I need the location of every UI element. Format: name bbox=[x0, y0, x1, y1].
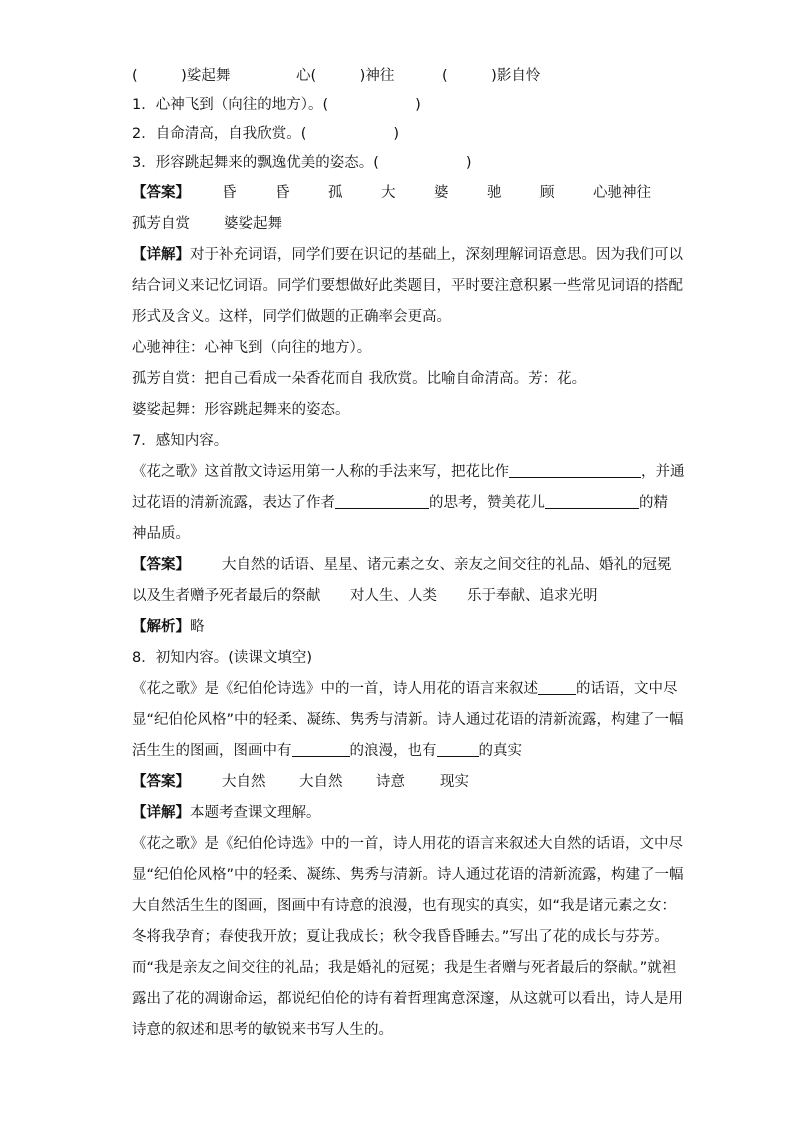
idiom-blank-1: ( )娑起舞 bbox=[132, 68, 231, 84]
explanation-line: 心驰神往：心神飞到（向往的地方）。 bbox=[132, 340, 372, 356]
q8-text: 的真实 bbox=[478, 743, 522, 759]
fill-blank bbox=[545, 490, 639, 509]
q8-detail-line: 《花之歌》是《纪伯伦诗选》中的一首，诗人用花的语言来叙述大自然的话语，文中尽 bbox=[132, 836, 683, 852]
q7-text: 的精 bbox=[639, 495, 668, 511]
q8-text: 活生生的图画，图画中有 bbox=[132, 743, 292, 759]
answer-label: 【答案】 bbox=[132, 185, 190, 201]
q8-text: 的浪漫，也有 bbox=[349, 743, 437, 759]
q8-detail-intro bbox=[132, 798, 667, 829]
q8-detail-line: 露出了花的凋谢命运，都说纪伯伦的诗有着哲理寓意深邃，从这就可以看出，诗人是用 bbox=[132, 991, 683, 1007]
document-page bbox=[132, 62, 685, 1046]
q8-line bbox=[132, 674, 678, 705]
answer-text: 以及生者赠予死者最后的祭献 bbox=[132, 588, 321, 604]
answer-word: 大自然 bbox=[299, 774, 343, 790]
answer-word: 昏 bbox=[222, 185, 237, 201]
answer-word: 孤芳自赏 bbox=[132, 216, 190, 232]
q8-detail-line: 显“纪伯伦风格”中的轻柔、凝练、隽秀与清新。诗人通过花语的清新流露，构建了一幅 bbox=[132, 867, 684, 883]
q8-line bbox=[132, 736, 667, 767]
analysis-label: 【解析】 bbox=[132, 619, 190, 635]
q8-detail-line: 而“我是亲友之间交往的礼品；我是婚礼的冠冕；我是生者赠与死者最后的祭献。”就袒 bbox=[132, 960, 677, 976]
detail-label: 【详解】 bbox=[132, 805, 190, 821]
idiom-fill-row bbox=[132, 62, 667, 91]
idiom-blank-3: ( )影自怜 bbox=[442, 68, 541, 84]
answer-text: 对人生、人类 bbox=[350, 588, 437, 604]
answer-label: 【答案】 bbox=[132, 557, 190, 573]
answer-text: 大自然的话语、星星、诸元素之女、亲友之间交往的礼品、婚礼的冠冕 bbox=[222, 557, 672, 573]
q8-text: 《花之歌》是《纪伯伦诗选》中的一首，诗人用花的语言来叙述 bbox=[132, 681, 538, 697]
answer-word: 婆 bbox=[434, 185, 449, 201]
q8-detail-line: 冬将我孕育；春使我开放；夏让我成长；秋令我昏昏睡去。”写出了花的成长与芬芳。 bbox=[132, 929, 669, 945]
fill-blank bbox=[509, 459, 641, 478]
q8-detail-line: 大自然活生生的图画，图画中有诗意的浪漫，也有现实的真实，如“我是诸元素之女： bbox=[132, 898, 677, 914]
q6-detail-line: 形式及含义。这样，同学们做题的正确率会更高。 bbox=[132, 309, 451, 325]
answer-word: 大 bbox=[381, 185, 396, 201]
definition-item-1: 1．心神飞到（向往的地方）。( ) bbox=[132, 97, 421, 113]
q6-answer-row bbox=[132, 178, 667, 209]
answer-word: 现实 bbox=[440, 774, 469, 790]
answer-word: 诗意 bbox=[376, 774, 405, 790]
q7-answer-row bbox=[132, 550, 672, 581]
question-7-title: 7．感知内容。 bbox=[132, 433, 229, 449]
answer-label: 【答案】 bbox=[132, 774, 190, 790]
answer-word: 驰 bbox=[487, 185, 502, 201]
q6-answer-row-2 bbox=[132, 209, 667, 240]
q6-detail-line bbox=[132, 240, 683, 271]
question-8-title: 8．初知内容。(读课文填空) bbox=[132, 650, 313, 666]
detail-label: 【详解】 bbox=[132, 247, 190, 263]
answer-word: 婆娑起舞 bbox=[224, 216, 282, 232]
definition-item-3: 3．形容跳起舞来的飘逸优美的姿态。( ) bbox=[132, 155, 472, 171]
q8-text: 的话语，文中尽 bbox=[576, 681, 678, 697]
q7-answer-row-2 bbox=[132, 581, 667, 612]
definition-item-2: 2．自命清高，自我欣赏。( ) bbox=[132, 126, 400, 142]
explanation-line: 孤芳自赏：把自己看成一朵香花而自 我欣赏。比喻自命清高。芳：花。 bbox=[132, 371, 587, 387]
q7-analysis bbox=[132, 612, 667, 643]
q7-text: 过花语的清新流露，表达了作者 bbox=[132, 495, 335, 511]
idiom-blank-2: 心( )神往 bbox=[296, 68, 395, 84]
explanation-line: 婆娑起舞：形容跳起舞来的姿态。 bbox=[132, 402, 350, 418]
detail-text: 对于补充词语，同学们要在识记的基础上，深刻理解词语意思。因为我们可以 bbox=[190, 247, 683, 263]
fill-blank bbox=[292, 738, 350, 757]
answer-word: 心驰神往 bbox=[593, 185, 651, 201]
q7-text: 的思考，赞美花儿 bbox=[429, 495, 545, 511]
q7-line bbox=[132, 457, 685, 488]
q8-line: 显“纪伯伦风格”中的轻柔、凝练、隽秀与清新。诗人通过花语的清新流露，构建了一幅 bbox=[132, 712, 684, 728]
answer-word: 昏 bbox=[275, 185, 290, 201]
q8-detail-line: 诗意的叙述和思考的敏锐来书写人生的。 bbox=[132, 1022, 393, 1038]
q6-detail-line: 结合词义来记忆词语。同学们要想做好此类题目，平时要注意积累一些常见词语的搭配 bbox=[132, 278, 683, 294]
q8-answer-row bbox=[132, 767, 667, 798]
fill-blank bbox=[538, 676, 576, 695]
q7-text: 《花之歌》这首散文诗运用第一人称的手法来写，把花比作 bbox=[132, 464, 509, 480]
q7-line bbox=[132, 488, 667, 519]
q7-text: ，并通 bbox=[641, 464, 685, 480]
fill-blank bbox=[335, 490, 429, 509]
q7-line: 神品质。 bbox=[132, 526, 190, 542]
answer-word: 顾 bbox=[540, 185, 555, 201]
fill-blank bbox=[437, 738, 479, 757]
answer-text: 乐于奉献、追求光明 bbox=[467, 588, 598, 604]
answer-word: 大自然 bbox=[222, 774, 266, 790]
detail-text: 本题考查课文理解。 bbox=[190, 805, 321, 821]
analysis-text: 略 bbox=[190, 619, 205, 635]
answer-word: 孤 bbox=[328, 185, 343, 201]
